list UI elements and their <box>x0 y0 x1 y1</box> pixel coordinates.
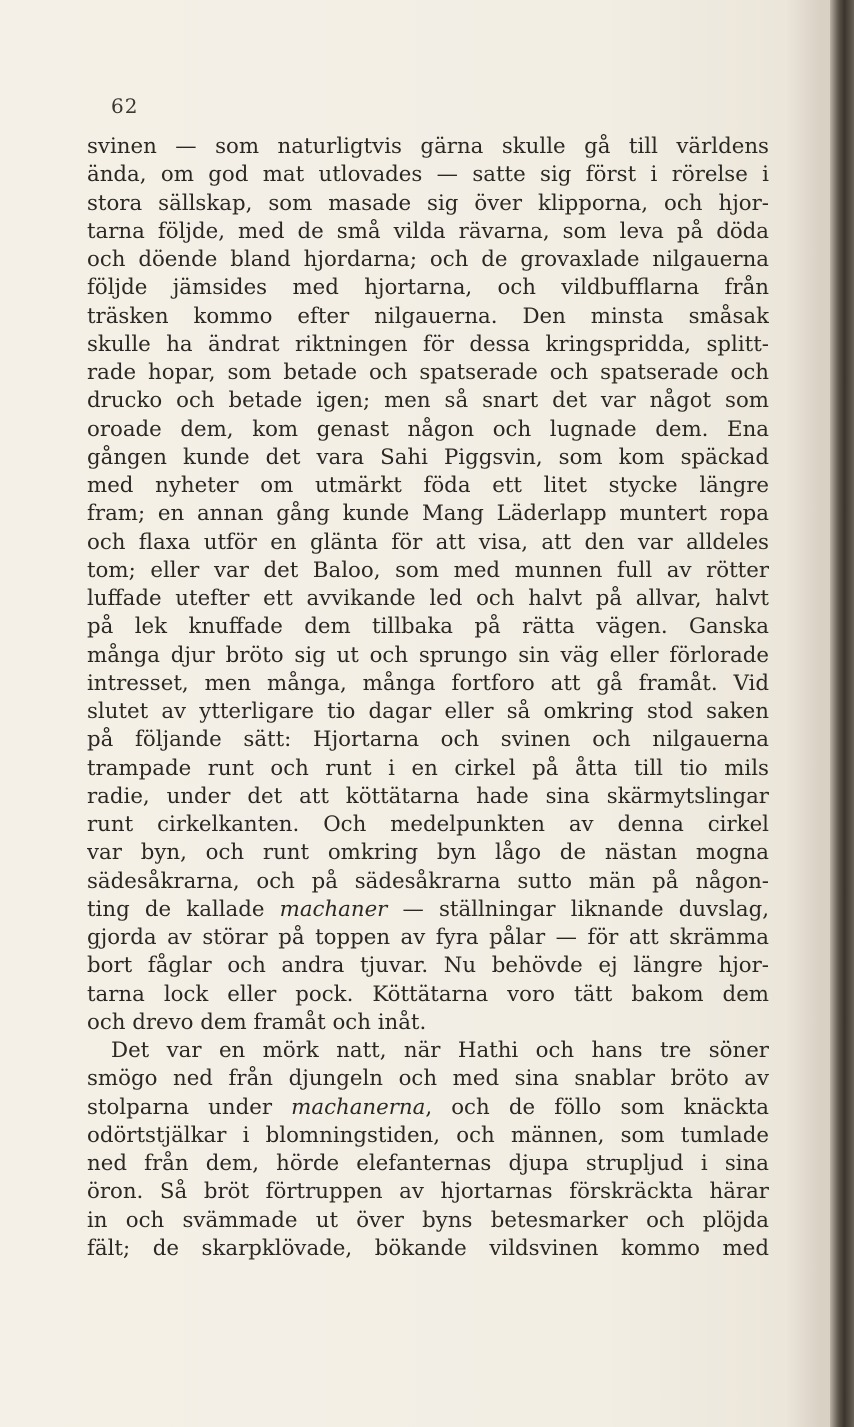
text-line: Det var en mörk natt, när Hathi och hans tre söner <box>111 1038 769 1063</box>
text-line: sädesåkrarna, och på sädesåkrarna sutto män på någon- <box>87 868 769 894</box>
text-line: följde jämsides med hjortarna, och vildbufflarna från <box>87 275 769 301</box>
text-line: in och svämmade ut över byns betesmarker och plöjda <box>87 1207 769 1233</box>
text-line: träsken kommo efter nilgauerna. Den minsta småsak <box>87 303 769 329</box>
text-line: öron. Så bröt förtruppen av hjortarnas förskräckta härar <box>87 1179 769 1205</box>
text-line: med nyheter om utmärkt föda ett litet stycke längre <box>87 473 769 498</box>
text-line: gjorda av störar på toppen av fyra pålar — för att skrämma <box>87 925 769 950</box>
text-line: intresset, men många, många fortforo att gå framåt. Vid <box>87 670 769 696</box>
italic-term: machanerna <box>291 1094 426 1120</box>
text-line: trampade runt och runt i en cirkel på åtta till tio mils <box>87 755 769 781</box>
text-line: och döende bland hjordarna; och de grovaxlade nilgauerna <box>87 247 769 272</box>
text-line: fält; de skarpklövade, bökande vildsvinen kommo med <box>87 1235 769 1261</box>
text-line: runt cirkelkanten. Och medelpunkten av denna cirkel <box>87 812 769 837</box>
text-line: ned från dem, hörde elefanternas djupa strupljud i sina <box>87 1151 769 1176</box>
text-line: luffade utefter ett avvikande led och halvt på allvar, halvt <box>87 586 769 611</box>
text-line: var byn, och runt omkring byn lågo de nästan mogna <box>87 840 769 866</box>
text-line: smögo ned från djungeln och med sina snablar bröto av <box>87 1066 769 1092</box>
text-line: och drevo dem framåt och inåt. <box>87 1009 427 1035</box>
text-line: ända, om god mat utlovades — satte sig först i rörelse i <box>87 162 769 188</box>
text-line: och flaxa utför en glänta för att visa, att den var alldeles <box>87 529 769 555</box>
text-line: fram; en annan gång kunde Mang Läderlapp muntert ropa <box>87 501 769 527</box>
text-line: tarna lock eller pock. Köttätarna voro tätt bakom dem <box>87 981 769 1007</box>
text-line: skulle ha ändrat riktningen för dessa kringspridda, splitt- <box>87 331 769 357</box>
text-line: stolparna under machanerna, och de föllo som knäckta <box>87 1094 769 1120</box>
text-line: på följande sätt: Hjortarna och svinen och nilgauerna <box>87 727 769 753</box>
text-line: svinen — som naturligtvis gärna skulle gå till världens <box>87 134 769 159</box>
text-line: på lek knuffade dem tillbaka på rätta vägen. Ganska <box>87 614 769 640</box>
text-line: bort fåglar och andra tjuvar. Nu behövde ej längre hjor- <box>87 953 769 979</box>
text-line: odörtstjälkar i blomningstiden, och männen, som tumlade <box>87 1122 769 1148</box>
body-text <box>87 133 769 1263</box>
text-line: slutet av ytterligare tio dagar eller så omkring stod saken <box>87 699 769 724</box>
text-line: oroade dem, kom genast någon och lugnade dem. Ena <box>87 416 769 442</box>
text-line: ting de kallade machaner — ställningar liknande duvslag, <box>87 896 769 922</box>
text-line: tom; eller var det Baloo, som med munnen full av rötter <box>87 557 769 583</box>
text-line: drucko och betade igen; men så snart det var något som <box>87 388 769 414</box>
text-line: tarna följde, med de små vilda rävarna, som leva på döda <box>87 218 769 244</box>
text-line: gången kunde det vara Sahi Piggsvin, som kom späckad <box>87 444 769 470</box>
text-line: stora sällskap, som masade sig över klipporna, och hjor- <box>87 190 769 216</box>
page-number: 62 <box>111 94 139 118</box>
italic-term: machaner <box>279 896 388 922</box>
text-line: radie, under det att köttätarna hade sina skärmytslingar <box>87 783 769 809</box>
text-line: många djur bröto sig ut och sprungo sin väg eller förlorade <box>87 642 769 668</box>
page-edge-shadow <box>830 0 854 1427</box>
text-line: rade hopar, som betade och spatserade och spatserade och <box>87 360 769 385</box>
